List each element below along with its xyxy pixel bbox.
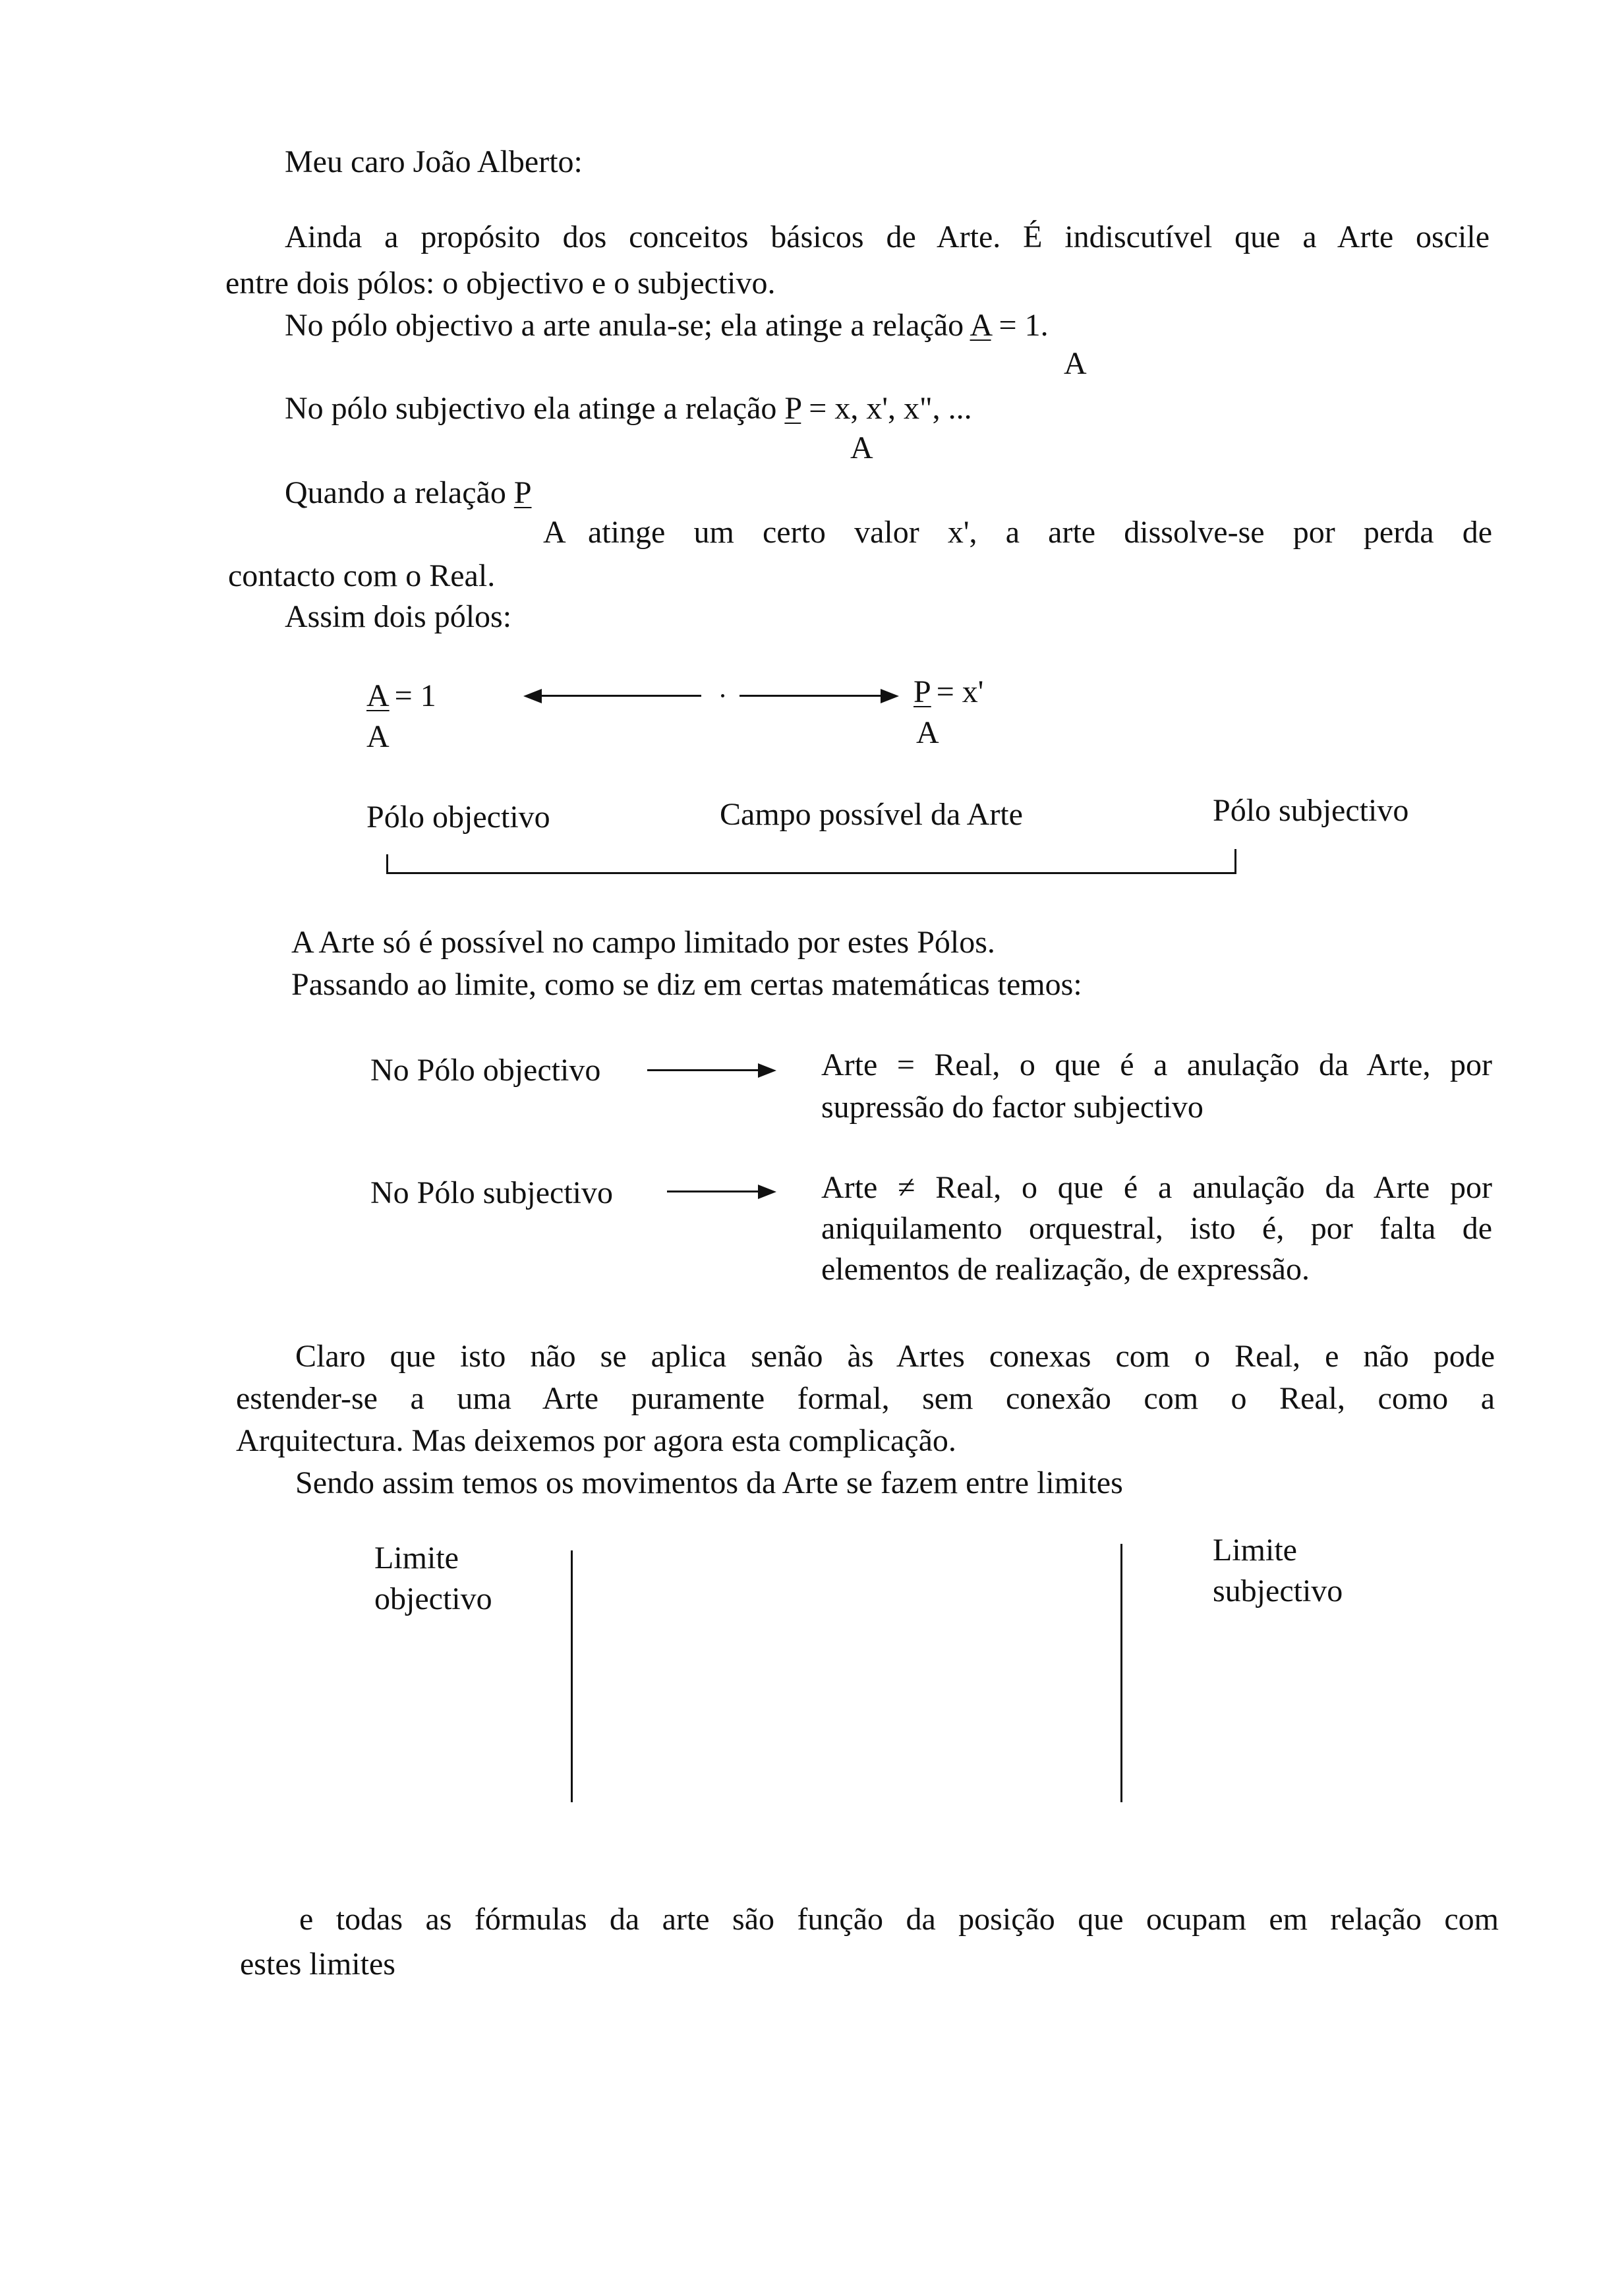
limits-intro: Sendo assim temos os movimentos da Arte se fazem entre limites xyxy=(295,1465,1123,1500)
left-pole-denominator: A xyxy=(366,719,390,754)
bracket-right-tick xyxy=(1234,849,1236,874)
right-pole-denominator: A xyxy=(916,715,939,750)
passing-limit-line: Passando ao limite, como se diz em certas matemáticas temos: xyxy=(291,967,1082,1002)
when-relation-numerator: P xyxy=(513,475,532,510)
subjective-relation-denominator: A xyxy=(850,430,873,465)
paragraph-1-line-2: entre dois pólos: o objectivo e o subjectivo. xyxy=(225,266,776,301)
midpoint-dot xyxy=(721,694,724,697)
objective-relation-numerator: A xyxy=(970,308,991,343)
label-objective-pole: Pólo objectivo xyxy=(366,800,550,835)
right-pole-formula: P = x' xyxy=(914,674,984,709)
arrow-right-head xyxy=(881,689,899,703)
objective-relation-denominator: A xyxy=(1064,346,1087,381)
limit-subjective-2: subjectivo xyxy=(1213,1573,1343,1608)
when-relation-rest: atinge um certo valor x', a arte dissolve-se por perda de xyxy=(588,515,1492,550)
objective-relation-text: No pólo objectivo a arte anula-se; ela atinge a relação A = 1. xyxy=(285,308,1049,343)
limit-objective-line xyxy=(571,1550,573,1802)
final-line-2: estes limites xyxy=(240,1947,395,1982)
subjective-result-line-3: elementos de realização, de expressão. xyxy=(821,1252,1310,1287)
limit-subjective-line xyxy=(1120,1544,1122,1802)
label-art-field: Campo possível da Arte xyxy=(720,797,1023,832)
salutation: Meu caro João Alberto: xyxy=(285,144,583,179)
final-line-1: e todas as fórmulas da arte são função da posição que ocupam em relação com xyxy=(299,1902,1499,1937)
label-subjective-pole: Pólo subjectivo xyxy=(1213,793,1409,828)
subjective-relation-text: No pólo subjectivo ela atinge a relação P = x, x', x", ... xyxy=(285,391,972,426)
subjective-relation-numerator: P xyxy=(784,391,801,426)
limit-subjective-1: Limite xyxy=(1213,1533,1297,1568)
bracket-left-tick xyxy=(386,854,388,874)
subjective-arrow-head xyxy=(758,1185,776,1199)
objective-pole-label: No Pólo objectivo xyxy=(370,1053,601,1088)
objective-arrow-line xyxy=(647,1069,763,1071)
when-relation-denominator: A xyxy=(543,515,566,550)
left-pole-formula: A = 1 xyxy=(366,678,436,713)
closing-line-1: Claro que isto não se aplica senão às Artes conexas com o Real, e não pode xyxy=(295,1339,1495,1374)
contact-real-line: contacto com o Real. xyxy=(228,558,496,593)
subjective-result-line-2: aniquilamento orquestral, isto é, por falta de xyxy=(821,1211,1492,1246)
arrow-right-line xyxy=(740,695,886,697)
closing-line-2: estender-se a uma Arte puramente formal, sem conexão com o Real, como a xyxy=(236,1381,1495,1416)
when-relation-text: Quando a relação P xyxy=(285,475,532,510)
two-poles-intro: Assim dois pólos: xyxy=(285,599,512,634)
objective-result-line-1: Arte = Real, o que é a anulação da Arte, por xyxy=(821,1047,1492,1082)
closing-line-3: Arquitectura. Mas deixemos por agora esta complicação. xyxy=(236,1423,956,1458)
bracket-baseline xyxy=(386,872,1236,874)
arrow-left-line xyxy=(539,695,701,697)
left-pole-numerator: A xyxy=(366,678,390,713)
paragraph-1-line-1: Ainda a propósito dos conceitos básicos de Arte. É indiscutível que a Arte oscile xyxy=(285,220,1490,254)
objective-result-line-2: supressão do factor subjectivo xyxy=(821,1090,1204,1125)
limit-objective-2: objectivo xyxy=(374,1581,492,1616)
subjective-pole-label: No Pólo subjectivo xyxy=(370,1175,613,1210)
art-possible-line: A Arte só é possível no campo limitado por estes Pólos. xyxy=(291,925,995,960)
limit-objective-1: Limite xyxy=(374,1541,459,1575)
right-pole-numerator: P xyxy=(914,674,931,709)
subjective-result-line-1: Arte ≠ Real, o que é a anulação da Arte por xyxy=(821,1170,1492,1205)
subjective-arrow-line xyxy=(667,1191,763,1192)
objective-arrow-head xyxy=(758,1063,776,1078)
